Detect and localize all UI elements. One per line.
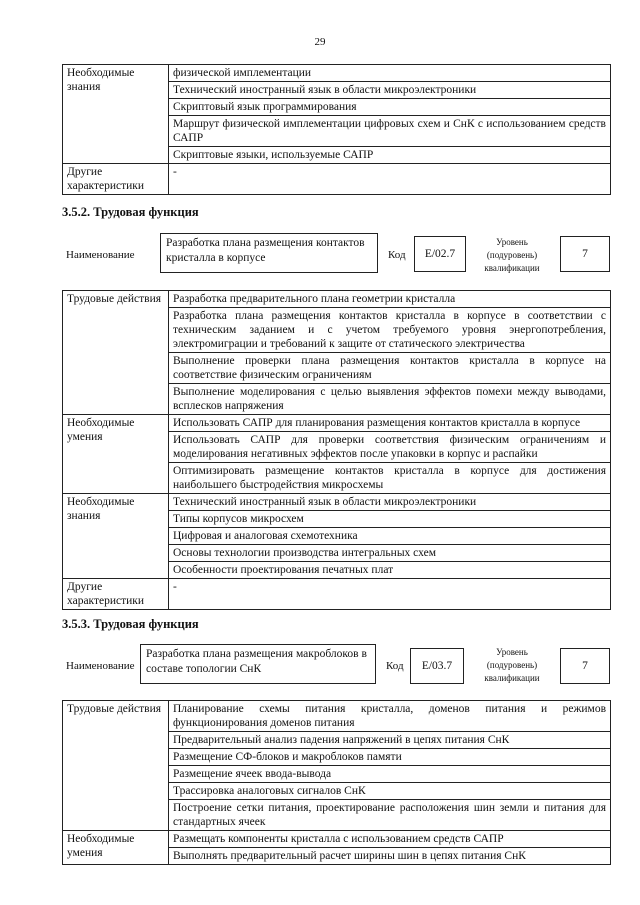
row-item: Предварительный анализ падения напряжений в цепях питания СнК: [169, 732, 611, 749]
level-value-352: 7: [560, 236, 610, 272]
table-row: [63, 291, 611, 308]
row-item: Разработка плана размещения контактов кристалла в корпусе в соответствии с техническим заданием и с учетом требуемого уровня энергопотребления, электромиграции и требований к защите от статического электричества: [169, 308, 611, 353]
row-item: Построение сетки питания, проектирование расположения шин земли и питания для стандартных ячеек: [169, 800, 611, 831]
name-label-352: Наименование: [66, 249, 135, 261]
row-item: Особенности проектирования печатных плат: [169, 562, 611, 579]
row-category: Другие характеристики: [63, 579, 169, 610]
name-label-353: Наименование: [66, 660, 135, 672]
code-label-352: Код: [388, 249, 406, 261]
row-item: Основы технологии производства интегральных схем: [169, 545, 611, 562]
table-section1: [62, 290, 611, 610]
table-section0: [62, 64, 611, 195]
row-item: Цифровая и аналоговая схемотехника: [169, 528, 611, 545]
row-item: Выполнение проверки плана размещения контактов кристалла в корпусе на соответствие физическим ограничениям: [169, 353, 611, 384]
row-item: Размещать компоненты кристалла с использованием средств САПР: [169, 831, 611, 848]
row-category: Необходимые знания: [63, 494, 169, 579]
table-row: [63, 831, 611, 848]
row-item: Выполнять предварительный расчет ширины шин в цепях питания СнК: [169, 848, 611, 865]
table-row: [63, 701, 611, 732]
code-label-353: Код: [386, 660, 404, 672]
row-item: Технический иностранный язык в области микроэлектроники: [169, 82, 611, 99]
rows-section1: [63, 291, 611, 610]
row-category: Необходимые умения: [63, 415, 169, 494]
table-row: [63, 579, 611, 610]
row-item: Размещение СФ-блоков и макроблоков памяти: [169, 749, 611, 766]
row-category: Трудовые действия: [63, 291, 169, 415]
row-category: Другие характеристики: [63, 164, 169, 195]
row-item: Скриптовые языки, используемые САПР: [169, 147, 611, 164]
rows-section2: [63, 701, 611, 865]
section-heading-353: 3.5.3. Трудовая функция: [62, 617, 199, 631]
code-value-352: E/02.7: [414, 236, 466, 272]
row-item: Маршрут физической имплементации цифровых схем и СнК с использованием средств САПР: [169, 116, 611, 147]
row-item: Трассировка аналоговых сигналов СнК: [169, 783, 611, 800]
section-heading-352: 3.5.2. Трудовая функция: [62, 205, 199, 219]
page-number: 29: [314, 36, 326, 48]
rows-section0: [63, 65, 611, 195]
row-category: Необходимые умения: [63, 831, 169, 865]
name-value-352: Разработка плана размещения контактов кристалла в корпусе: [160, 233, 378, 273]
row-item: физической имплементации: [169, 65, 611, 82]
row-category: Трудовые действия: [63, 701, 169, 831]
row-item: -: [169, 164, 611, 195]
row-item: Оптимизировать размещение контактов кристалла в корпусе для достижения наибольшего быстродействия микросхемы: [169, 463, 611, 494]
level-label-353: Уровень (подуровень) квалификации: [484, 647, 540, 683]
table-row: [63, 494, 611, 511]
code-value-353: E/03.7: [410, 648, 464, 684]
table-section2: [62, 700, 611, 865]
row-item: Планирование схемы питания кристалла, доменов питания и режимов функционирования доменов питания: [169, 701, 611, 732]
row-item: -: [169, 579, 611, 610]
row-item: Использовать САПР для планирования размещения контактов кристалла в корпусе: [169, 415, 611, 432]
row-item: Типы корпусов микросхем: [169, 511, 611, 528]
row-item: Выполнение моделирования с целью выявления эффектов помехи между выводами, всплесков напряжения: [169, 384, 611, 415]
table-row: [63, 65, 611, 82]
level-value-353: 7: [560, 648, 610, 684]
row-item: Размещение ячеек ввода-вывода: [169, 766, 611, 783]
table-row: [63, 415, 611, 432]
row-category: Необходимые знания: [63, 65, 169, 164]
row-item: Разработка предварительного плана геометрии кристалла: [169, 291, 611, 308]
name-value-353: Разработка плана размещения макроблоков в составе топологии СнК: [140, 644, 376, 684]
row-item: Скриптовый язык программирования: [169, 99, 611, 116]
table-row: [63, 164, 611, 195]
row-item: Использовать САПР для проверки соответствия физическим ограничениям и моделирования негативных эффектов после упаковки в корпус и распайки: [169, 432, 611, 463]
level-label-352: Уровень (подуровень) квалификации: [484, 237, 540, 273]
row-item: Технический иностранный язык в области микроэлектроники: [169, 494, 611, 511]
